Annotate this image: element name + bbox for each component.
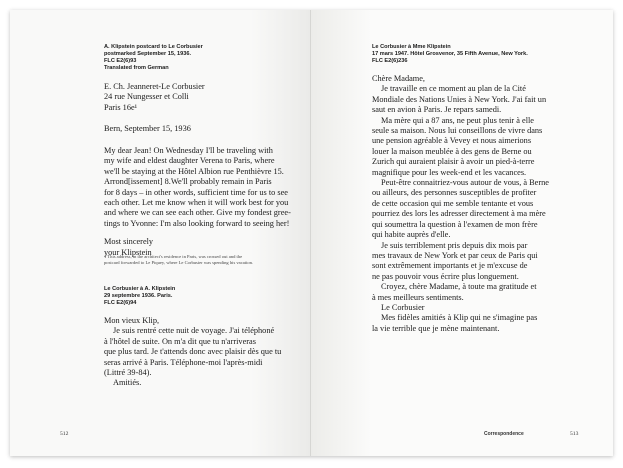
body-line: Mondiale des Nations Unies à New York. J'ai fait un: [372, 94, 547, 104]
body-line: saut en avion à Paris. Je repars samedi.: [372, 105, 502, 115]
running-head: Correspondence: [484, 431, 524, 437]
body-line: à l'hôtel de suite. On m'a dit que tu n'arriveras: [104, 336, 256, 346]
letter1-header-line: postmarked September 15, 1936.: [104, 51, 192, 57]
letter1-header: [104, 44, 304, 72]
address-line: E. Ch. Jeanneret-Le Corbusier: [104, 82, 205, 91]
body-line: Zurich qui auraient plaisir à avoir un pied-à-terre: [372, 157, 535, 167]
body-line: Arrond[issement] 8.We'll probably remain in Paris: [104, 177, 272, 187]
address-line: 24 rue Nungesser et Colli: [104, 92, 189, 102]
body-line: my wife and eldest daughter Verena to Paris, where: [104, 156, 275, 166]
letter1-header-line: A. Klipstein postcard to Le Corbusier: [104, 44, 203, 50]
letter3-header-line: 17 mars 1947. Hôtel Grosvenor, 35 Fifth Avenue, New York.: [372, 51, 528, 57]
signature-line: Le Corbusier: [381, 302, 425, 312]
body-line: une pension agréable à Vevey et nous aimerions: [372, 136, 532, 146]
body-line: mes travaux de New York et par ceux de Paris qui: [372, 250, 538, 260]
footnote-line: postcard forwarded to Le Piquey, where Le Corbusier was spending his vacation.: [104, 259, 254, 265]
body-line: pourriez des lors les adresser directement à ma mère: [372, 209, 546, 219]
letter2-header-line: FLC E2(6)94: [104, 300, 137, 306]
left-folio: 512: [60, 431, 69, 437]
body-line: seras arrivé à Paris. Téléphone-moi l'après-midi: [104, 357, 263, 367]
letter3-header-line: Le Corbusier à Mme Klipstein: [372, 44, 451, 50]
letter1-header-line: Translated from German: [104, 65, 169, 71]
letter2-header-line: 29 septembre 1936. Paris.: [104, 293, 173, 299]
address-line: Paris 16e¹: [104, 102, 138, 112]
closing-line: Most sincerely: [104, 237, 154, 247]
body-line: Mes fidèles amitiés à Klip qui ne s'imagine pas: [381, 313, 538, 323]
body-line: we'll be staying at the Hôtel Albion rue Penthièvre 15.: [104, 166, 284, 176]
body-line: tings to Yvonne: I'm also looking forward to seeing her!: [104, 218, 290, 228]
letter2-header: [104, 286, 304, 307]
letter3-body: [372, 74, 607, 334]
body-line: que plus tard. Je t'attends donc avec plaisir dès que tu: [104, 347, 282, 357]
book-spread: [10, 10, 613, 456]
body-line: ne pas pouvoir vous écrire plus longuement.: [372, 271, 519, 281]
body-line: de cette occasion qui me semble tentante et vous: [372, 198, 534, 208]
body-line: Amitiés.: [113, 378, 142, 388]
body-line: and where we can see each other. Give my fondest gree-: [104, 208, 291, 218]
body-line: qui habite auprès d'elle.: [372, 230, 451, 240]
body-line: My dear Jean! On Wednesday I'll be traveling with: [104, 146, 273, 155]
letter3-header: [372, 44, 602, 65]
body-line: à mes meilleurs sentiments.: [372, 292, 464, 302]
closing-line: your Klipstein: [104, 247, 152, 257]
body-line: louer la maison meublée à des gens de Berne ou: [372, 146, 532, 156]
body-line: Je suis terriblement pris depuis dix mois par: [381, 240, 528, 250]
letter3-header-line: FLC E2(6)236: [372, 58, 408, 64]
body-line: magnifique pour les week-end et les vacances.: [372, 167, 527, 177]
body-line: each other. Let me know when it will work best for you: [104, 198, 289, 208]
letter1-footnote: [104, 254, 309, 265]
body-line: seule sa maison. Nous lui conseillons de vivre dans: [372, 126, 543, 136]
salutation: Chère Madame,: [372, 74, 425, 83]
body-line: sont extrêmement importants et je m'excuse de: [372, 261, 528, 271]
body-line: Je suis rentré cette nuit de voyage. J'ai téléphoné: [113, 326, 275, 336]
dateline: Bern, September 15, 1936: [104, 124, 191, 133]
body-line: for 8 days – in other words, sufficient time for us to see: [104, 187, 288, 197]
body-line: Ma mère qui a 87 ans, ne peut plus tenir à elle: [381, 115, 534, 125]
letter1-header-line: FLC E2(6)93: [104, 58, 137, 64]
right-folio: 513: [570, 431, 579, 437]
body-line: la vie terrible que je mène maintenant.: [372, 323, 500, 333]
body-line: Je travaille en ce moment au plan de la Cité: [381, 84, 526, 94]
body-line: qui soumettra la question à l'examen de mon frère: [372, 219, 538, 229]
body-line: Croyez, chère Madame, à toute ma gratitude et: [381, 282, 537, 292]
body-line: Peut-être connaitriez-vous autour de vous, à Berne: [381, 178, 549, 188]
letter1-body: [104, 146, 314, 258]
body-line: ou ailleurs, des personnes susceptibles de profiter: [372, 188, 537, 198]
body-line: (Littré 39-84).: [104, 368, 152, 378]
letter2-header-line: Le Corbusier à A. Klipstein: [104, 286, 176, 292]
letter2-body: [104, 316, 309, 389]
letter1-address: [104, 82, 309, 113]
salutation: Mon vieux Klip,: [104, 316, 160, 325]
footnote-line: 1 This address, in the architect's residence in Paris, was crossed out and the: [104, 254, 243, 259]
letter1-dateline: [104, 124, 309, 134]
